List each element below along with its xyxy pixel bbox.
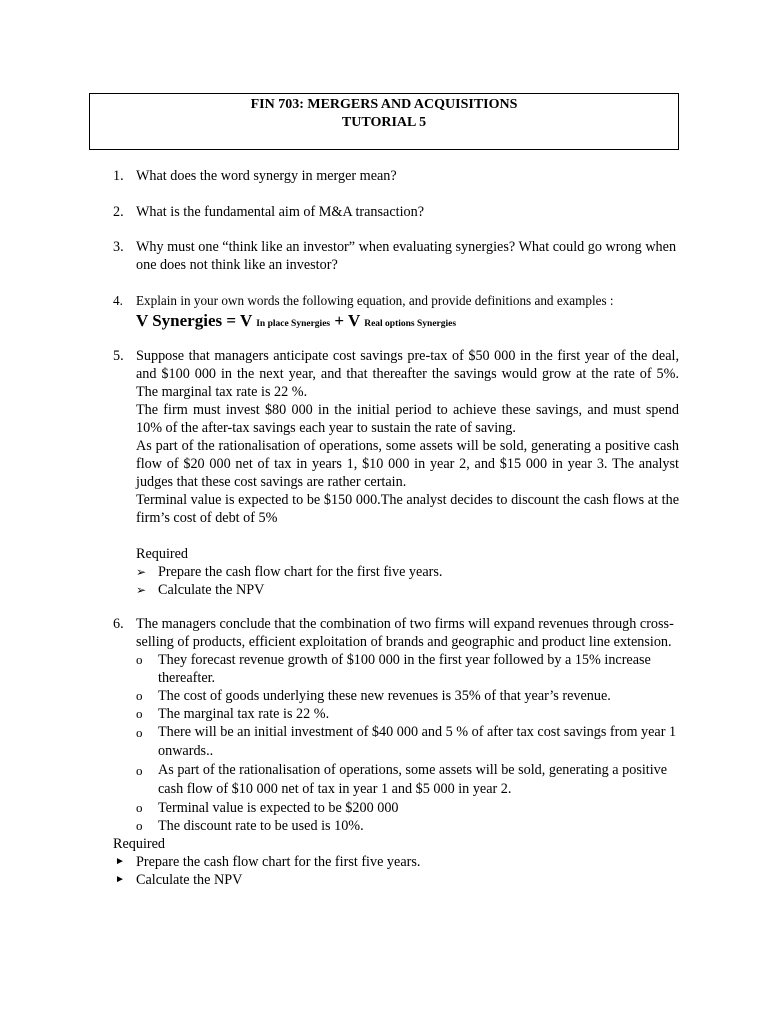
title-box [89,93,679,150]
arrow-bullet-icon: ➢ [136,583,147,597]
question-3 [113,238,679,274]
list-item: o The marginal tax rate is 22 %. [136,706,330,722]
task-list [113,853,679,889]
question-number: 2. [113,204,124,220]
triangle-bullet-icon: ► [115,856,125,867]
circle-bullet-icon: o [136,706,143,721]
question-6 [113,615,679,889]
question-2 [113,203,679,221]
circle-bullet-icon: o [136,688,143,703]
question-number: 4. [113,293,123,308]
question-number: 1. [113,168,124,184]
tutorial-title: TUTORIAL 5 [341,115,427,130]
equation-plus: + V [334,311,360,330]
circle-bullet-icon: o [136,763,143,778]
paragraph: As part of the rationalisation of operations, some assets will be sold, generating a positive cash flow of $20 000 net of tax in years 1, $10 000 in year 2, and $15 000 in year 3. The analyst judges that these cost savings are rather certain. [136,438,679,490]
course-title: FIN 703: MERGERS AND ACQUISITIONS [250,97,518,112]
circle-bullet-icon: o [136,818,143,833]
list-item: o As part of the rationalisation of operations, some assets will be sold, generating a positive cash flow of $10 000 net of tax in year 1 and $5 000 in year 2. [136,762,668,797]
equation-lhs: V Synergies = V [136,311,252,330]
question-number: 5. [113,348,124,364]
question-1 [113,167,679,185]
list-item: o There will be an initial investment of $40 000 and 5 % of after tax cost savings from year 1 onwards.. [136,724,677,759]
question-number: 6. [113,616,124,632]
synergy-equation [136,311,679,334]
triangle-bullet-icon: ► [115,874,125,885]
required-label: Required [136,546,189,562]
assumption-list [113,651,679,835]
equation-subscript-in-place: In place Synergies [256,319,331,329]
question-number: 3. [113,239,124,255]
question-text: Why must one “think like an investor” when evaluating synergies? What could go wrong when one does not think like an investor? [136,239,677,273]
list-item: ► Calculate the NPV [115,872,243,888]
list-item: ➢ Prepare the cash flow chart for the first five years. [136,564,443,580]
list-item: ► Prepare the cash flow chart for the first five years. [115,854,421,870]
question-5 [113,347,679,599]
paragraph: The firm must invest $80 000 in the initial period to achieve these savings, and must spend 10% of the after-tax savings each year to sustain the rate of saving. [136,402,679,436]
circle-bullet-icon: o [136,652,143,667]
required-label: Required [113,836,166,852]
circle-bullet-icon: o [136,725,143,740]
list-item: o The cost of goods underlying these new revenues is 35% of that year’s revenue. [136,688,611,704]
question-4 [113,292,679,334]
arrow-bullet-icon: ➢ [136,565,147,579]
task-list [113,563,679,599]
paragraph: Terminal value is expected to be $150 000.The analyst decides to discount the cash flows at the firm’s cost of debt of 5% [136,492,679,526]
list-item: o The discount rate to be used is 10%. [136,818,364,834]
question-text: What is the fundamental aim of M&A transaction? [136,204,425,220]
list-item: o Terminal value is expected to be $200 000 [136,800,399,816]
paragraph: Suppose that managers anticipate cost savings pre-tax of $50 000 in the first year of the deal, and $100 000 in the next year, and that thereafter the savings would grow at the rate of 5%. The marginal tax rate is 22 %. [136,348,679,400]
question-text: Explain in your own words the following equation, and provide definitions and examples : [136,293,614,308]
question-text: The managers conclude that the combination of two firms will expand revenues through cross-selling of products, efficient exploitation of brands and geographic and product line extension. [136,616,674,650]
list-item: ➢ Calculate the NPV [136,582,265,598]
question-text: What does the word synergy in merger mean? [136,168,397,184]
list-item: o They forecast revenue growth of $100 000 in the first year followed by a 15% increase thereafter. [136,652,651,686]
circle-bullet-icon: o [136,800,143,815]
equation-subscript-real-options: Real options Synergies [364,319,457,329]
